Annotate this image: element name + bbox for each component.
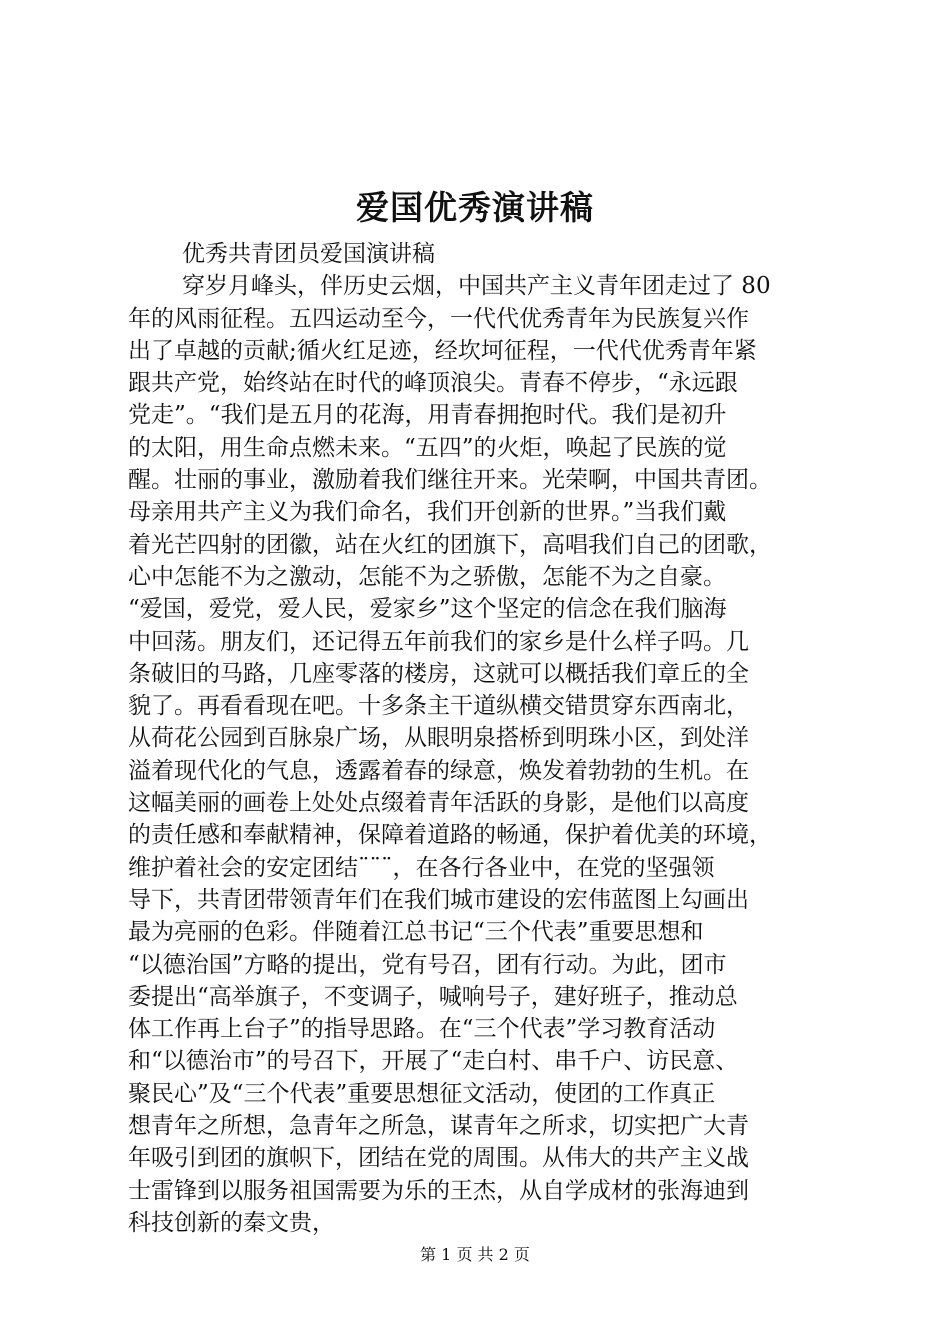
text-line: 年的风雨征程。五四运动至今，一代代优秀青年为民族复兴作 [128,305,749,332]
document-title: 爱国优秀演讲稿 [356,188,594,227]
text-line: 聚民心”及“三个代表”重要思想征文活动，使团的工作真正 [128,1080,716,1107]
text-line: 母亲用共产主义为我们命名，我们开创新的世界。”当我们戴 [128,499,727,526]
text-line: 士雷锋到以服务祖国需要为乐的王杰，从自学成材的张海迪到 [128,1177,749,1204]
text-line: 跟共产党，始终站在时代的峰顶浪尖。青春不停步，“永远跟 [128,370,738,397]
text-line: “以德治国”方略的提出，党有号召，团有行动。为此，团市 [128,951,727,978]
text-line: 心中怎能不为之激动，怎能不为之骄傲，怎能不为之自豪。 [128,563,726,590]
text-line: 这幅美丽的画卷上处处点缀着青年活跃的身影，是他们以高度 [128,790,749,817]
text-line: 出了卓越的贡献;循火红足迹，经坎坷征程，一代代优秀青年紧 [128,337,757,364]
text-line: 委提出“高举旗子，不变调子，喊响号子，建好班子，推动总 [128,983,738,1010]
text-line: 党走”。“我们是五月的花海，用青春拥抱时代。我们是初升 [128,402,727,429]
page-number-footer: 第 1 页 共 2 页 [420,1245,530,1264]
text-line: 从荷花公园到百脉泉广场，从眼明泉搭桥到明珠小区，到处洋 [128,725,749,752]
text-line: 条破旧的马路，几座零落的楼房，这就可以概括我们章丘的全 [128,660,749,687]
text-line: 的太阳，用生命点燃未来。“五四”的火炬，唤起了民族的觉 [128,434,727,461]
text-line: 科技创新的秦文贵， [128,1209,335,1236]
text-line: “爱国，爱党，爱人民，爱家乡”这个坚定的信念在我们脑海 [128,596,727,623]
text-line: 维护着社会的安定团结¨¨¨，在各行各业中，在党的坚强领 [128,854,715,881]
text-line: 和“以德治市”的号召下，开展了“走白村、串千户、访民意、 [128,1048,739,1075]
text-line: 溢着现代化的气息，透露着春的绿意，焕发着勃勃的生机。在 [128,757,749,784]
document-subtitle: 优秀共青团员爱国演讲稿 [182,241,435,267]
text-line: 想青年之所想，急青年之所急，谋青年之所求，切实把广大青 [128,1113,749,1140]
text-line: 中回荡。朋友们，还记得五年前我们的家乡是什么样子吗。几 [128,628,749,655]
text-line: 体工作再上台子”的指导思路。在“三个代表”学习教育活动 [128,1016,716,1043]
text-line: 年吸引到团的旗帜下，团结在党的周围。从伟大的共产主义战 [128,1145,749,1172]
text-line: 貌了。再看看现在吧。十多条主干道纵横交错贯穿东西南北， [128,693,749,720]
text-line: 着光芒四射的团徽，站在火红的团旗下，高唱我们自己的团歌， [128,531,772,558]
text-line: 醒。壮丽的事业，激励着我们继往开来。光荣啊，中国共青团。 [128,467,772,494]
text-line: 导下，共青团带领青年们在我们城市建设的宏伟蓝图上勾画出 [128,886,749,913]
text-line: 最为亮丽的色彩。伴随着江总书记“三个代表”重要思想和 [128,919,704,946]
text-line: 的责任感和奉献精神，保障着道路的畅通，保护着优美的环境， [128,822,772,849]
document-body [128,238,832,1239]
text-line: 穿岁月峰头，伴历史云烟，中国共产主义青年团走过了 80 [182,273,771,300]
